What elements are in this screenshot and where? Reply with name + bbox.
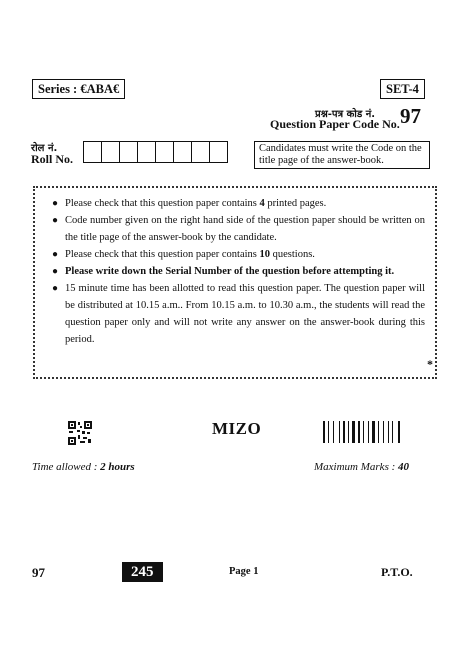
footer-page-number: Page 1: [229, 566, 259, 577]
roll-number-label: Roll No.: [31, 152, 73, 166]
star-mark: *: [427, 357, 433, 371]
bullet-icon: ●: [52, 283, 59, 294]
instruction-text: Please check that this question paper contains: [65, 198, 260, 209]
instruction-item: [52, 280, 425, 348]
instructions-list: [52, 195, 425, 348]
maximum-marks-label: Maximum Marks :: [314, 461, 399, 473]
question-code-label: Question Paper Code No.: [270, 117, 400, 131]
time-allowed-label: Time allowed :: [32, 461, 101, 473]
instruction-emphasis: 4: [259, 198, 265, 209]
series-label: Series : €ABA€: [32, 79, 125, 99]
instruction-item: [52, 263, 425, 280]
instruction-text: Please check that this question paper contains: [65, 249, 260, 260]
question-code-number: 97: [400, 104, 421, 128]
candidate-note: Candidates must write the Code on the title page of the answer-book.: [254, 141, 430, 169]
instruction-item: [52, 246, 425, 263]
bullet-icon: ●: [52, 198, 59, 209]
instruction-text: Code number given on the right hand side of the question paper should be written on the title page of the answer-book by the candidate.: [65, 215, 425, 243]
maximum-marks: [314, 461, 409, 473]
instruction-item: [52, 212, 425, 246]
instruction-emphasis: 10: [259, 249, 270, 260]
roll-number-hindi: रोल नं.: [31, 143, 58, 154]
roll-number-box[interactable]: [155, 141, 174, 163]
question-code-hindi: प्रश्न-पत्र कोड नं.: [315, 109, 376, 120]
roll-number-box[interactable]: [101, 141, 120, 163]
set-label: SET-4: [380, 79, 425, 99]
roll-number-box[interactable]: [137, 141, 156, 163]
qr-code-icon: [68, 421, 92, 445]
barcode-icon: [323, 421, 407, 443]
roll-number-boxes[interactable]: [84, 141, 228, 163]
roll-number-box[interactable]: [209, 141, 228, 163]
roll-number-box[interactable]: [83, 141, 102, 163]
maximum-marks-value: 40: [398, 461, 410, 473]
footer-page-box: 245: [122, 562, 163, 582]
roll-number-box[interactable]: [119, 141, 138, 163]
time-allowed-value: 2 hours: [100, 461, 135, 473]
subject-title: MIZO: [212, 419, 262, 438]
instruction-text-end: questions.: [270, 249, 315, 260]
time-allowed: [32, 461, 135, 473]
bullet-icon: ●: [52, 266, 59, 277]
footer-code: 97: [32, 565, 45, 580]
roll-number-box[interactable]: [191, 141, 210, 163]
bullet-icon: ●: [52, 215, 59, 226]
bullet-icon: ●: [52, 249, 59, 260]
instruction-text-end: printed pages.: [264, 198, 327, 209]
instruction-text: 15 minute time has been allotted to read this question paper. The question paper will be distributed at 10.15 a.m.. From 10.15 a.m. to 10.30 a.m., the students will read the question paper only and will not write any answer on the answer-book during this period.: [65, 283, 425, 345]
instruction-emphasis: Please write down the Serial Number of the question before attempting it.: [65, 266, 395, 277]
instructions-box: [33, 186, 437, 379]
roll-number-box[interactable]: [173, 141, 192, 163]
footer-pto: P.T.O.: [381, 565, 413, 579]
instruction-item: [52, 195, 425, 212]
